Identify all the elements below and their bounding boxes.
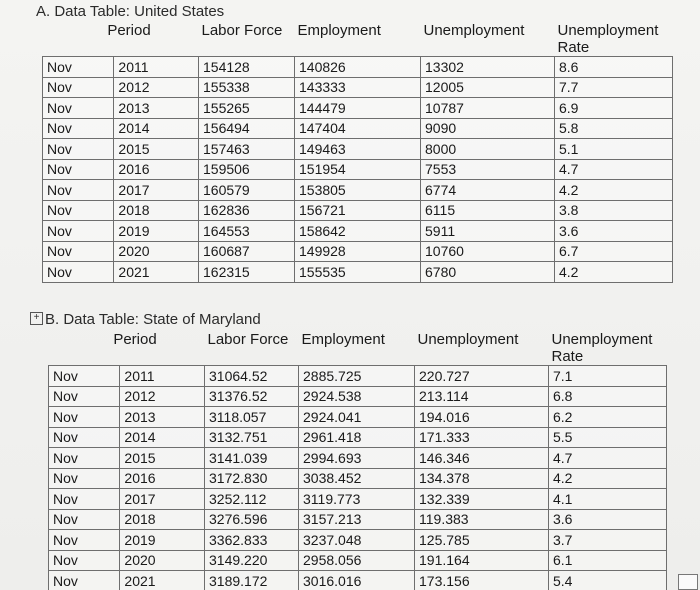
cell-unemployment-rate: 6.7	[555, 241, 673, 262]
table-a	[42, 22, 673, 283]
cell-labor-force: 31064.52	[205, 366, 299, 387]
cell-unemployment-rate: 5.8	[555, 118, 673, 139]
cell-employment: 143333	[295, 77, 421, 98]
table-row	[43, 221, 673, 242]
table-row	[49, 448, 667, 469]
cell-labor-force: 3132.751	[205, 427, 299, 448]
cell-labor-force: 155338	[199, 77, 295, 98]
cell-labor-force: 31376.52	[205, 386, 299, 407]
cell-year: 2015	[114, 139, 199, 160]
cell-month: Nov	[49, 530, 120, 551]
cell-labor-force: 156494	[199, 118, 295, 139]
cell-month: Nov	[43, 77, 114, 98]
table-row	[49, 407, 667, 428]
cell-unemployment: 10787	[421, 98, 555, 119]
cell-unemployment-rate: 5.1	[555, 139, 673, 160]
cell-year: 2016	[114, 159, 199, 180]
cell-unemployment: 6115	[421, 200, 555, 221]
cell-employment: 3237.048	[299, 530, 415, 551]
header-unemployment: Unemployment	[423, 22, 525, 39]
table-row	[43, 118, 673, 139]
cell-unemployment-rate: 6.1	[549, 550, 667, 571]
cell-year: 2018	[120, 509, 205, 530]
cell-unemployment-rate: 3.8	[555, 200, 673, 221]
cell-unemployment: 132.339	[415, 489, 549, 510]
cell-unemployment-rate: 4.7	[555, 159, 673, 180]
cell-unemployment: 10760	[421, 241, 555, 262]
cell-unemployment-rate: 8.6	[555, 57, 673, 78]
cell-year: 2011	[120, 366, 205, 387]
cell-unemployment: 171.333	[415, 427, 549, 448]
cell-unemployment-rate: 5.4	[549, 571, 667, 590]
cell-labor-force: 157463	[199, 139, 295, 160]
cell-month: Nov	[49, 571, 120, 590]
cell-employment: 155535	[295, 262, 421, 283]
cell-month: Nov	[49, 448, 120, 469]
cell-employment: 140826	[295, 57, 421, 78]
cell-month: Nov	[49, 468, 120, 489]
cell-year: 2020	[120, 550, 205, 571]
table-row	[49, 571, 667, 590]
cell-employment: 149463	[295, 139, 421, 160]
cell-unemployment: 13302	[421, 57, 555, 78]
cell-month: Nov	[49, 407, 120, 428]
cell-unemployment: 9090	[421, 118, 555, 139]
cell-year: 2015	[120, 448, 205, 469]
table-b-title-wrap	[30, 311, 261, 328]
cell-labor-force: 162315	[199, 262, 295, 283]
table-row	[49, 530, 667, 551]
cell-unemployment-rate: 4.1	[549, 489, 667, 510]
cell-year: 2019	[120, 530, 205, 551]
cell-year: 2012	[120, 386, 205, 407]
cell-unemployment: 173.156	[415, 571, 549, 590]
cell-employment: 158642	[295, 221, 421, 242]
cell-month: Nov	[49, 550, 120, 571]
cell-month: Nov	[43, 159, 114, 180]
table-row	[43, 159, 673, 180]
header-unemployment-rate: Unemployment Rate	[551, 331, 653, 365]
table-row	[43, 200, 673, 221]
cell-unemployment-rate: 6.9	[555, 98, 673, 119]
cell-unemployment-rate: 3.6	[549, 509, 667, 530]
table-row	[43, 262, 673, 283]
cell-unemployment-rate: 4.2	[555, 180, 673, 201]
cell-labor-force: 3118.057	[205, 407, 299, 428]
cell-labor-force: 160579	[199, 180, 295, 201]
header-labor-force: Labor Force	[207, 331, 289, 348]
cell-year: 2018	[114, 200, 199, 221]
header-labor-force: Labor Force	[201, 22, 283, 39]
cell-year: 2013	[120, 407, 205, 428]
cell-unemployment: 7553	[421, 159, 555, 180]
cell-unemployment-rate: 3.6	[555, 221, 673, 242]
cell-year: 2021	[114, 262, 199, 283]
cell-month: Nov	[49, 427, 120, 448]
cell-month: Nov	[43, 98, 114, 119]
cell-month: Nov	[49, 386, 120, 407]
cell-month: Nov	[49, 489, 120, 510]
cell-employment: 2961.418	[299, 427, 415, 448]
cell-labor-force: 164553	[199, 221, 295, 242]
cell-labor-force: 3149.220	[205, 550, 299, 571]
cell-unemployment-rate: 4.2	[555, 262, 673, 283]
cell-labor-force: 3189.172	[205, 571, 299, 590]
cell-employment: 153805	[295, 180, 421, 201]
cell-labor-force: 3276.596	[205, 509, 299, 530]
table-row	[49, 509, 667, 530]
table-row	[43, 180, 673, 201]
cell-year: 2020	[114, 241, 199, 262]
cell-employment: 2924.041	[299, 407, 415, 428]
cell-unemployment-rate: 4.2	[549, 468, 667, 489]
cell-unemployment: 5911	[421, 221, 555, 242]
cell-month: Nov	[43, 200, 114, 221]
cell-month: Nov	[43, 139, 114, 160]
table-row	[49, 386, 667, 407]
cell-labor-force: 155265	[199, 98, 295, 119]
cell-month: Nov	[43, 262, 114, 283]
cell-month: Nov	[43, 241, 114, 262]
table-b	[48, 331, 667, 590]
cell-unemployment: 119.383	[415, 509, 549, 530]
cell-unemployment: 213.114	[415, 386, 549, 407]
cell-unemployment-rate: 7.1	[549, 366, 667, 387]
cell-month: Nov	[49, 509, 120, 530]
header-unemployment: Unemployment	[417, 331, 519, 348]
cell-year: 2017	[114, 180, 199, 201]
table-row	[43, 77, 673, 98]
cell-unemployment: 125.785	[415, 530, 549, 551]
table-a-title: A. Data Table: United States	[36, 3, 225, 20]
table-row	[49, 489, 667, 510]
cell-labor-force: 154128	[199, 57, 295, 78]
cell-labor-force: 160687	[199, 241, 295, 262]
header-period: Period	[107, 22, 151, 39]
cell-labor-force: 162836	[199, 200, 295, 221]
cell-labor-force: 3141.039	[205, 448, 299, 469]
cell-employment: 3016.016	[299, 571, 415, 590]
cell-year: 2019	[114, 221, 199, 242]
cell-employment: 2885.725	[299, 366, 415, 387]
table-row	[49, 427, 667, 448]
cell-year: 2016	[120, 468, 205, 489]
cell-labor-force: 3172.830	[205, 468, 299, 489]
table-row	[49, 366, 667, 387]
table-row	[43, 57, 673, 78]
cell-year: 2014	[114, 118, 199, 139]
cell-employment: 151954	[295, 159, 421, 180]
cell-employment: 3038.452	[299, 468, 415, 489]
cell-unemployment: 6774	[421, 180, 555, 201]
table-b-header-row	[49, 331, 667, 366]
cell-employment: 2958.056	[299, 550, 415, 571]
cell-year: 2013	[114, 98, 199, 119]
table-row	[49, 468, 667, 489]
cell-year: 2017	[120, 489, 205, 510]
cell-unemployment-rate: 6.2	[549, 407, 667, 428]
cell-unemployment-rate: 7.7	[555, 77, 673, 98]
header-unemployment-rate: Unemployment Rate	[557, 22, 659, 56]
cell-month: Nov	[43, 57, 114, 78]
cell-unemployment: 134.378	[415, 468, 549, 489]
cell-labor-force: 3362.833	[205, 530, 299, 551]
cell-unemployment: 220.727	[415, 366, 549, 387]
cell-employment: 149928	[295, 241, 421, 262]
cell-unemployment-rate: 5.5	[549, 427, 667, 448]
cell-unemployment: 191.164	[415, 550, 549, 571]
cell-employment: 156721	[295, 200, 421, 221]
table-row	[43, 139, 673, 160]
cell-unemployment-rate: 3.7	[549, 530, 667, 551]
header-employment: Employment	[297, 22, 381, 39]
cell-unemployment: 12005	[421, 77, 555, 98]
cell-unemployment: 8000	[421, 139, 555, 160]
cell-labor-force: 3252.112	[205, 489, 299, 510]
cell-unemployment: 6780	[421, 262, 555, 283]
cell-year: 2021	[120, 571, 205, 590]
table-row	[49, 550, 667, 571]
header-period: Period	[113, 331, 157, 348]
table-row	[43, 98, 673, 119]
table-row	[43, 241, 673, 262]
cell-unemployment-rate: 4.7	[549, 448, 667, 469]
cell-unemployment: 146.346	[415, 448, 549, 469]
table-a-header-row	[43, 22, 673, 57]
cell-employment: 144479	[295, 98, 421, 119]
cell-employment: 3119.773	[299, 489, 415, 510]
cell-employment: 147404	[295, 118, 421, 139]
cell-year: 2011	[114, 57, 199, 78]
cell-year: 2014	[120, 427, 205, 448]
cell-labor-force: 159506	[199, 159, 295, 180]
cell-unemployment-rate: 6.8	[549, 386, 667, 407]
cell-employment: 3157.213	[299, 509, 415, 530]
cell-employment: 2924.538	[299, 386, 415, 407]
cell-month: Nov	[43, 180, 114, 201]
cell-month: Nov	[43, 221, 114, 242]
plus-box-icon[interactable]: +	[30, 312, 43, 325]
cell-year: 2012	[114, 77, 199, 98]
corner-checkbox[interactable]	[678, 574, 698, 590]
cell-month: Nov	[49, 366, 120, 387]
table-b-title: B. Data Table: State of Maryland	[45, 311, 261, 328]
cell-unemployment: 194.016	[415, 407, 549, 428]
cell-month: Nov	[43, 118, 114, 139]
cell-employment: 2994.693	[299, 448, 415, 469]
header-employment: Employment	[301, 331, 385, 348]
